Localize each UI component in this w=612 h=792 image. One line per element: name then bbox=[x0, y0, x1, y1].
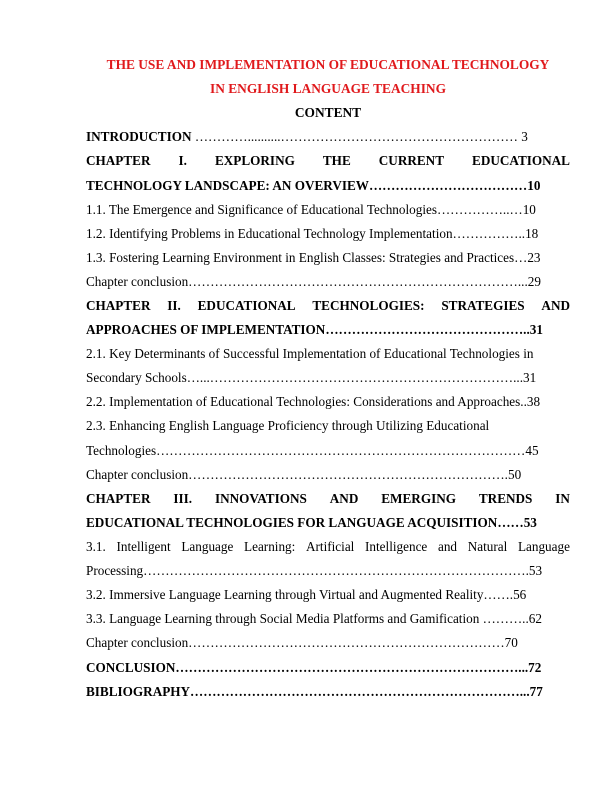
toc-word: IN bbox=[555, 491, 570, 506]
toc-word: CHAPTER bbox=[86, 298, 151, 313]
toc-word: III. bbox=[173, 491, 193, 506]
toc-chapter-2-line-1 bbox=[86, 298, 570, 314]
toc-chapter-3-line-1 bbox=[86, 491, 570, 507]
toc-word: CHAPTER bbox=[86, 491, 151, 506]
toc-word: CHAPTER bbox=[86, 153, 151, 168]
toc-chapter-3-conclusion: Chapter conclusion………………………………………………………………70 bbox=[86, 635, 518, 650]
toc-word: EDUCATIONAL bbox=[197, 298, 296, 313]
toc-introduction-label: INTRODUCTION bbox=[86, 129, 192, 144]
toc-bibliography: BIBLIOGRAPHY…………………………………………………………………...77 bbox=[86, 684, 543, 699]
document-title-line-1: THE USE AND IMPLEMENTATION OF EDUCATIONAL TECHNOLOGY bbox=[106, 57, 550, 72]
toc-word: Natural bbox=[467, 539, 508, 554]
toc-word: EDUCATIONAL bbox=[472, 153, 570, 168]
toc-section-3-1-line-2: Processing…………………………………………………………………………….53 bbox=[86, 563, 543, 578]
toc-section-2-1-line-1: 2.1. Key Determinants of Successful Implementation of Educational Technologies in bbox=[86, 346, 534, 361]
document-title-line-2: IN ENGLISH LANGUAGE TEACHING bbox=[210, 81, 446, 96]
content-heading: CONTENT bbox=[294, 105, 362, 120]
toc-section-2-2: 2.2. Implementation of Educational Technologies: Considerations and Approaches..38 bbox=[86, 394, 541, 409]
toc-word: TRENDS bbox=[478, 491, 533, 506]
toc-section-2-3-line-2: Technologies…………………………………………………………………………45 bbox=[86, 443, 539, 458]
toc-word: AND bbox=[541, 298, 570, 313]
toc-word: I. bbox=[178, 153, 187, 168]
toc-chapter-2-line-2: APPROACHES OF IMPLEMENTATION………………………………………..31 bbox=[86, 322, 543, 337]
toc-introduction-leader: …………..........……………………………………………… 3 bbox=[191, 129, 528, 144]
toc-section-1-2: 1.2. Identifying Problems in Educational Technology Implementation……………..18 bbox=[86, 226, 539, 241]
toc-chapter-1-conclusion: Chapter conclusion…………………………………………………………………...29 bbox=[86, 274, 541, 289]
toc-word: Intelligence bbox=[365, 539, 428, 554]
toc-section-1-1: 1.1. The Emergence and Significance of Educational Technologies……………..…10 bbox=[86, 202, 536, 217]
toc-chapter-1-line-2: TECHNOLOGY LANDSCAPE: AN OVERVIEW………………………………10 bbox=[86, 178, 541, 193]
toc-word: Language bbox=[517, 539, 570, 554]
toc-word: Language bbox=[181, 539, 234, 554]
toc-section-3-1-line-1 bbox=[86, 539, 570, 555]
toc-word: THE bbox=[322, 153, 351, 168]
toc-word: AND bbox=[329, 491, 359, 506]
toc-section-2-3-line-1: 2.3. Enhancing English Language Proficiency through Utilizing Educational bbox=[86, 418, 490, 433]
toc-chapter-1-line-1 bbox=[86, 153, 570, 169]
toc-conclusion: CONCLUSION……………………………………………………………………...72 bbox=[86, 660, 542, 675]
toc-word: II. bbox=[167, 298, 181, 313]
toc-word: Learning: bbox=[244, 539, 296, 554]
toc-section-3-2: 3.2. Immersive Language Learning through Virtual and Augmented Reality…….56 bbox=[86, 587, 527, 602]
toc-introduction bbox=[86, 129, 570, 145]
toc-word: Artificial bbox=[306, 539, 355, 554]
toc-word: and bbox=[437, 539, 458, 554]
toc-word: EXPLORING bbox=[214, 153, 295, 168]
toc-word: STRATEGIES bbox=[441, 298, 525, 313]
toc-word: TECHNOLOGIES: bbox=[312, 298, 425, 313]
toc-word: Intelligent bbox=[116, 539, 171, 554]
toc-chapter-3-line-2: EDUCATIONAL TECHNOLOGIES FOR LANGUAGE ACQUISITION……53 bbox=[86, 515, 537, 530]
toc-word: 3.1. bbox=[86, 539, 106, 554]
toc-section-3-3: 3.3. Language Learning through Social Media Platforms and Gamification ………..62 bbox=[86, 611, 542, 626]
toc-chapter-2-conclusion: Chapter conclusion……………………………………………………………….50 bbox=[86, 467, 522, 482]
toc-word: INNOVATIONS bbox=[215, 491, 307, 506]
toc-section-1-3: 1.3. Fostering Learning Environment in English Classes: Strategies and Practices…23 bbox=[86, 250, 541, 265]
toc-word: CURRENT bbox=[378, 153, 444, 168]
toc-word: EMERGING bbox=[381, 491, 456, 506]
toc-section-2-1-line-2: Secondary Schools…...……………………………………………………………...31 bbox=[86, 370, 537, 385]
